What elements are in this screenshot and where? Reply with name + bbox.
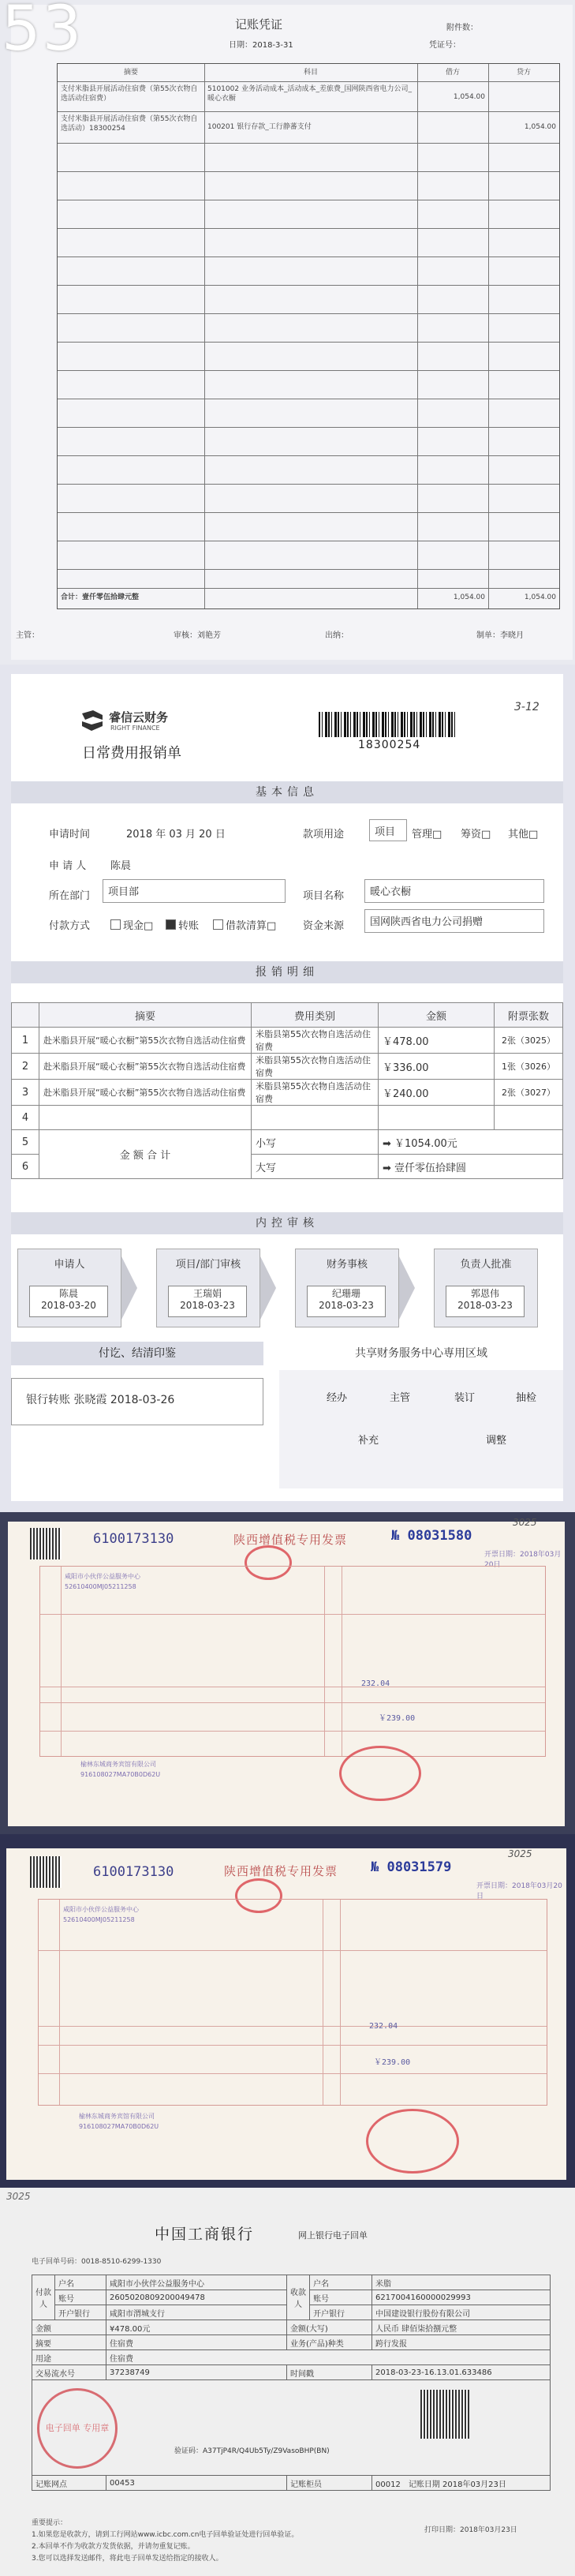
bank-table [32, 2275, 551, 2491]
bank-field-label: 金额 [32, 2320, 106, 2335]
invoice-number: № 08031580 [391, 1528, 472, 1544]
voucher-total-debit: 1,054.00 [453, 593, 485, 601]
flow-step-title: 项目/部门审核 [175, 1259, 241, 1271]
note-line: 2.本回单不作为收款方发货依据，并请勿重复记账。 [32, 2543, 195, 2551]
seller-tax-id: 916108027MA70B0D62U [79, 2123, 159, 2130]
project-label: 项目名称 [303, 890, 345, 902]
note-line: 重要提示： [32, 2519, 68, 2527]
invoice-number: № 08031579 [371, 1859, 452, 1875]
detail-idx: 3 [12, 1080, 39, 1106]
page-number: 53 [2, 0, 84, 65]
flow-step-date: 2018-03-20 [41, 1300, 96, 1311]
detail-amount: ￥240.00 [379, 1080, 495, 1106]
fund-source-field[interactable]: 国网陕西省电力公司捐赠 [364, 909, 544, 933]
total-lower-label: 小写 [252, 1130, 379, 1155]
buyer-name: 咸阳市小伙伴公益服务中心 [65, 1573, 140, 1580]
payee-label: 收款人 [287, 2275, 310, 2320]
verify-code: 验证码：A37TjP4R/Q4Ub5Ty/Z9VasoBHP(BN) [174, 2447, 330, 2455]
apply-time-label: 申请时间 [49, 829, 91, 841]
shared-item: 装订 [454, 1392, 476, 1404]
total-lower-amount: ￥1054.00元 [394, 1137, 457, 1150]
total-upper-amount: 壹仟零伍拾肆圆 [394, 1162, 467, 1174]
pay-option-loan-label: 借款清算□ [226, 920, 277, 932]
flow-step-title: 财务事核 [326, 1259, 368, 1271]
flow-step-dept [156, 1249, 260, 1327]
bank-field-value: 人民币 肆佰柒拾捌元整 [372, 2320, 551, 2335]
teller-label: 记账柜员 [287, 2476, 372, 2491]
seller-tax-id: 916108027MA70B0D62U [80, 1771, 161, 1778]
checkbox-checked-icon [166, 919, 176, 930]
seller-name: 榆林东城商务宾馆有限公司 [79, 2113, 155, 2120]
buyer-name: 咸阳市小伙伴公益服务中心 [63, 1906, 139, 1913]
detail-idx: 6 [12, 1155, 39, 1179]
voucher-row1-debit: 1,054.00 [453, 93, 485, 101]
detail-summary: 赴米脂县开展“暖心衣橱”第55次衣物自选活动住宿费 [39, 1054, 252, 1080]
detail-category: 米脂县第55次衣物自选活动住宿费 [252, 1054, 379, 1080]
buyer-tax-id: 52610400MJ05211258 [65, 1583, 136, 1590]
bank-field-value: 6217004160000029993 [372, 2290, 551, 2305]
bank-field-value: 米脂 [372, 2275, 551, 2290]
brand-logo-icon [79, 709, 106, 732]
voucher-row2-summary: 支付米脂县开展活动住宿费（第55次衣物自选活动）18300254 [61, 115, 198, 133]
detail-table [11, 1002, 563, 1179]
bank-subtitle: 网上银行电子回单 [298, 2230, 368, 2241]
detail-row [12, 1028, 563, 1054]
invoice-date: 开票日期：2018年03月20日 [476, 1882, 562, 1900]
bank-remark-cell [32, 2380, 551, 2476]
detail-header-amount: 金额 [379, 1003, 495, 1028]
invoice-section-1 [0, 1512, 575, 1834]
detail-idx: 1 [12, 1028, 39, 1054]
shared-item: 调整 [486, 1435, 507, 1447]
invoice-grid [39, 1566, 546, 1757]
barcode [319, 712, 457, 737]
detail-row [12, 1106, 563, 1130]
teller-value: 00012 [375, 2480, 401, 2489]
voucher-section [0, 0, 575, 665]
flow-arrow-icon [399, 1256, 415, 1320]
voucher-title: 记账凭证 [235, 17, 283, 32]
usage-option-project[interactable]: 项目 [369, 819, 407, 841]
bank-field-value: 住宿费 [106, 2350, 551, 2365]
col-account-header: 科目 [303, 69, 318, 77]
voucher-reviewer: 审核：刘艳芳 [174, 631, 221, 640]
flow-arrow-icon [260, 1256, 276, 1320]
detail-amount: ￥336.00 [379, 1054, 495, 1080]
pay-option-transfer-label: 转账 [178, 920, 200, 932]
checkbox-icon [110, 919, 121, 930]
usage-option-fund[interactable]: 筹资□ [461, 829, 491, 841]
voucher-row2-account: 100201 银行存款_工行静蕃支付 [207, 123, 312, 131]
shared-center-box [279, 1370, 563, 1488]
invoice-title: 陕西增值税专用发票 [224, 1864, 338, 1878]
invoice-amount: 232.04 [361, 1679, 390, 1688]
pay-option-transfer[interactable] [166, 917, 199, 932]
invoice-1 [8, 1517, 565, 1826]
col-summary-header: 摘要 [123, 69, 138, 77]
bank-qr-code-icon [420, 2390, 469, 2439]
detail-summary: 赴米脂县开展“暖心衣橱”第55次衣物自选活动住宿费 [39, 1028, 252, 1054]
flow-step-date: 2018-03-23 [180, 1300, 235, 1311]
flow-step-title: 负责人批准 [460, 1259, 512, 1271]
detail-tickets: 2张（3025） [495, 1028, 563, 1054]
qr-code-icon [30, 1856, 62, 1888]
checkbox-icon [213, 919, 223, 930]
print-date: 打印日期：2018年03月23日 [424, 2526, 517, 2534]
invoice-section-2 [0, 1834, 575, 2188]
applicant-label: 申 请 人 [49, 860, 87, 872]
shared-center-title: 共享财务服务中心専用区域 [355, 1347, 487, 1360]
flow-step-approver [434, 1249, 538, 1327]
bank-field-value: 37238749 [106, 2365, 287, 2380]
bank-field-label: 交易流水号 [32, 2365, 106, 2380]
shared-item: 补充 [358, 1435, 379, 1447]
invoice-handwritten: 3025 [508, 1848, 532, 1859]
invoice-date: 开票日期：2018年03月20日 [484, 1551, 562, 1569]
expense-form-section [0, 665, 575, 1512]
form-title: 日常费用报销单 [82, 745, 181, 762]
payer-label: 付款人 [32, 2275, 55, 2320]
total-upper-label: 大写 [252, 1155, 379, 1179]
bank-field-label: 用途 [32, 2350, 106, 2365]
usage-option-other[interactable]: 其他□ [508, 829, 539, 841]
voucher-row1-summary: 支付米脂县开展活动住宿费（第55次衣物自选活动住宿费） [61, 85, 198, 103]
pay-stamp-text: 银行转账 张晓霞 2018-03-26 [26, 1394, 175, 1406]
bank-field-value: 咸阳市小伙伴公益服务中心 [106, 2275, 287, 2290]
note-line: 1.如果您是收款方，请到工行网站www.icbc.com.cn电子回单验证处进行回单验证。 [32, 2531, 299, 2539]
bank-field-label: 时间戳 [287, 2365, 372, 2380]
pay-option-cash[interactable] [110, 917, 153, 932]
col-credit-header: 贷方 [516, 69, 531, 77]
shared-item: 经办 [327, 1392, 348, 1404]
voucher-cashier: 出纳： [325, 631, 349, 640]
pay-option-cash-label: 现金□ [123, 920, 154, 932]
detail-category: 米脂县第55次衣物自选活动住宿费 [252, 1028, 379, 1054]
bank-title: 中国工商银行 [155, 2226, 255, 2243]
detail-row [12, 1080, 563, 1106]
detail-header-tickets: 附票张数 [495, 1003, 563, 1028]
voucher-total-label: 合计：壹仟零伍拾肆元整 [61, 593, 140, 601]
flow-step-name: 陈晨 [58, 1288, 78, 1299]
seller-name: 榆林东城商务宾馆有限公司 [80, 1761, 156, 1768]
bank-receipt-section [0, 2188, 575, 2576]
bank-field-label: 账号 [310, 2290, 372, 2305]
total-lower-value: ➡ ￥1054.00元 [379, 1130, 563, 1155]
applicant-value: 陈晨 [110, 860, 132, 872]
bank-notes [32, 2518, 298, 2565]
qr-code-icon [30, 1528, 62, 1559]
invoice-grid [38, 1899, 547, 2106]
flow-step-name: 郭恩伟 [470, 1288, 499, 1299]
bank-field-value: 中国建设银行股份有限公司 [372, 2305, 551, 2320]
flow-step-title: 申请人 [54, 1259, 85, 1271]
total-label: 金 额 合 计 [39, 1130, 252, 1179]
apply-time-value: 2018 年 03 月 20 日 [126, 829, 226, 841]
bank-field-label: 开户银行 [55, 2305, 106, 2320]
bank-field-value: 2605020809200049478 [106, 2290, 287, 2305]
detail-idx: 4 [12, 1106, 39, 1130]
company-seal-icon [366, 2109, 459, 2174]
total-upper-value: ➡ 壹仟零伍拾肆圆 [379, 1155, 563, 1179]
dept-field[interactable]: 项目部 [103, 879, 286, 903]
entry-branch-value: 00453 [106, 2476, 287, 2491]
voucher-no: 凭证号： [429, 41, 461, 50]
fund-source-label: 资金来源 [303, 920, 345, 932]
detail-idx: 2 [12, 1054, 39, 1080]
invoice-handwritten: 3025 [513, 1517, 537, 1528]
handwritten-note: 3-12 [514, 701, 540, 713]
pay-stamp-box [11, 1378, 263, 1425]
flow-step-sign [307, 1286, 386, 1317]
basic-info-bar: 基本信息 [11, 781, 563, 803]
shared-item: 抽检 [516, 1392, 537, 1404]
flow-step-name: 纪珊珊 [331, 1288, 360, 1299]
receipt-number: 电子回单号码：0018-8510-6299-1330 [32, 2258, 162, 2266]
voucher-row1-account: 5101002 业务活动成本_活动成本_差旅费_国网陕西省电力公司_暖心衣橱 [207, 85, 412, 103]
brand-name: 睿信云财务 [109, 710, 169, 724]
invoice-2 [6, 1848, 566, 2180]
flow-step-sign [29, 1286, 108, 1317]
entry-date-value: 2018年03月23日 [442, 2480, 506, 2489]
detail-header-idx [12, 1003, 39, 1028]
detail-row [12, 1054, 563, 1080]
usage-option-manage[interactable]: 管理□ [412, 829, 442, 841]
entry-date-cell [372, 2476, 551, 2491]
invoice-total: ￥239.00 [379, 1714, 416, 1723]
detail-amount: ￥478.00 [379, 1028, 495, 1054]
flow-step-sign [446, 1286, 525, 1317]
flow-step-applicant [17, 1249, 121, 1327]
audit-bar: 内控审核 [11, 1212, 563, 1234]
dept-label: 所在部门 [49, 890, 91, 902]
note-line: 3.您可以选择发送邮件，将此电子回单发送给指定的接收人。 [32, 2555, 223, 2563]
entry-branch-label: 记账网点 [32, 2476, 106, 2491]
voucher-attach: 附件数： [446, 24, 478, 32]
bank-field-label: 开户银行 [310, 2305, 372, 2320]
detail-tickets: 1张（3026） [495, 1054, 563, 1080]
invoice-title: 陕西增值税专用发票 [233, 1533, 348, 1547]
bank-field-label: 金额(大写) [287, 2320, 372, 2335]
bank-field-label: 户名 [310, 2275, 372, 2290]
bank-handwritten: 3025 [6, 2191, 31, 2202]
bank-field-value: ¥478.00元 [106, 2320, 287, 2335]
detail-header-summary: 摘要 [39, 1003, 252, 1028]
bank-field-value: 2018-03-23-16.13.01.633486 [372, 2365, 551, 2380]
voucher-total-credit: 1,054.00 [524, 593, 556, 601]
shared-item: 主管 [390, 1392, 411, 1404]
pay-stamp-bar: 付讫、结清印鉴 [11, 1342, 263, 1365]
invoice-code: 6100173130 [93, 1531, 174, 1547]
invoice-code: 6100173130 [93, 1864, 174, 1880]
invoice-total: ￥239.00 [374, 2058, 411, 2067]
flow-step-date: 2018-03-23 [457, 1300, 513, 1311]
voucher-supervisor: 主管： [16, 631, 39, 640]
detail-row [12, 1130, 563, 1155]
detail-category: 米脂县第55次衣物自选活动住宿费 [252, 1080, 379, 1106]
invoice-amount: 232.04 [369, 2022, 398, 2031]
pay-method-label: 付款方式 [49, 920, 91, 932]
voucher-date: 日期：2018-3-31 [229, 41, 293, 50]
buyer-tax-id: 52610400MJ05211258 [63, 1916, 135, 1923]
detail-header-category: 费用类别 [252, 1003, 379, 1028]
flow-step-sign [168, 1286, 247, 1317]
flow-step-name: 王瑞娟 [192, 1288, 222, 1299]
voucher-table [57, 63, 560, 609]
bank-field-label: 摘要 [32, 2335, 106, 2350]
bank-field-value: 跨行发报 [372, 2335, 551, 2350]
bank-field-label: 业务(产品)种类 [287, 2335, 372, 2350]
brand-en: RIGHT FINANCE [110, 724, 160, 732]
barcode-number: 18300254 [358, 739, 421, 751]
project-field[interactable]: 暖心衣橱 [364, 879, 544, 903]
flow-step-finance [295, 1249, 399, 1327]
bank-field-value: 咸阳市渭城支行 [106, 2305, 287, 2320]
bank-stamp-icon: 电子回单 专用章 [37, 2388, 118, 2469]
detail-bar: 报销明细 [11, 961, 563, 983]
pay-option-loan[interactable] [213, 917, 276, 932]
bank-field-label: 户名 [55, 2275, 106, 2290]
col-debit-header: 借方 [445, 69, 460, 77]
bank-field-label: 账号 [55, 2290, 106, 2305]
voucher-maker: 制单：李晓月 [476, 631, 524, 640]
flow-step-date: 2018-03-23 [319, 1300, 374, 1311]
detail-summary: 赴米脂县开展“暖心衣橱”第55次衣物自选活动住宿费 [39, 1080, 252, 1106]
voucher-row2-credit: 1,054.00 [524, 123, 556, 131]
flow-arrow-icon [121, 1256, 137, 1320]
usage-label: 款项用途 [303, 829, 345, 841]
bank-field-value: 住宿费 [106, 2335, 287, 2350]
detail-tickets: 2张（3027） [495, 1080, 563, 1106]
entry-date-label: 记账日期 [408, 2480, 440, 2489]
voucher-page [11, 5, 573, 660]
company-seal-icon [339, 1746, 421, 1801]
detail-idx: 5 [12, 1130, 39, 1155]
